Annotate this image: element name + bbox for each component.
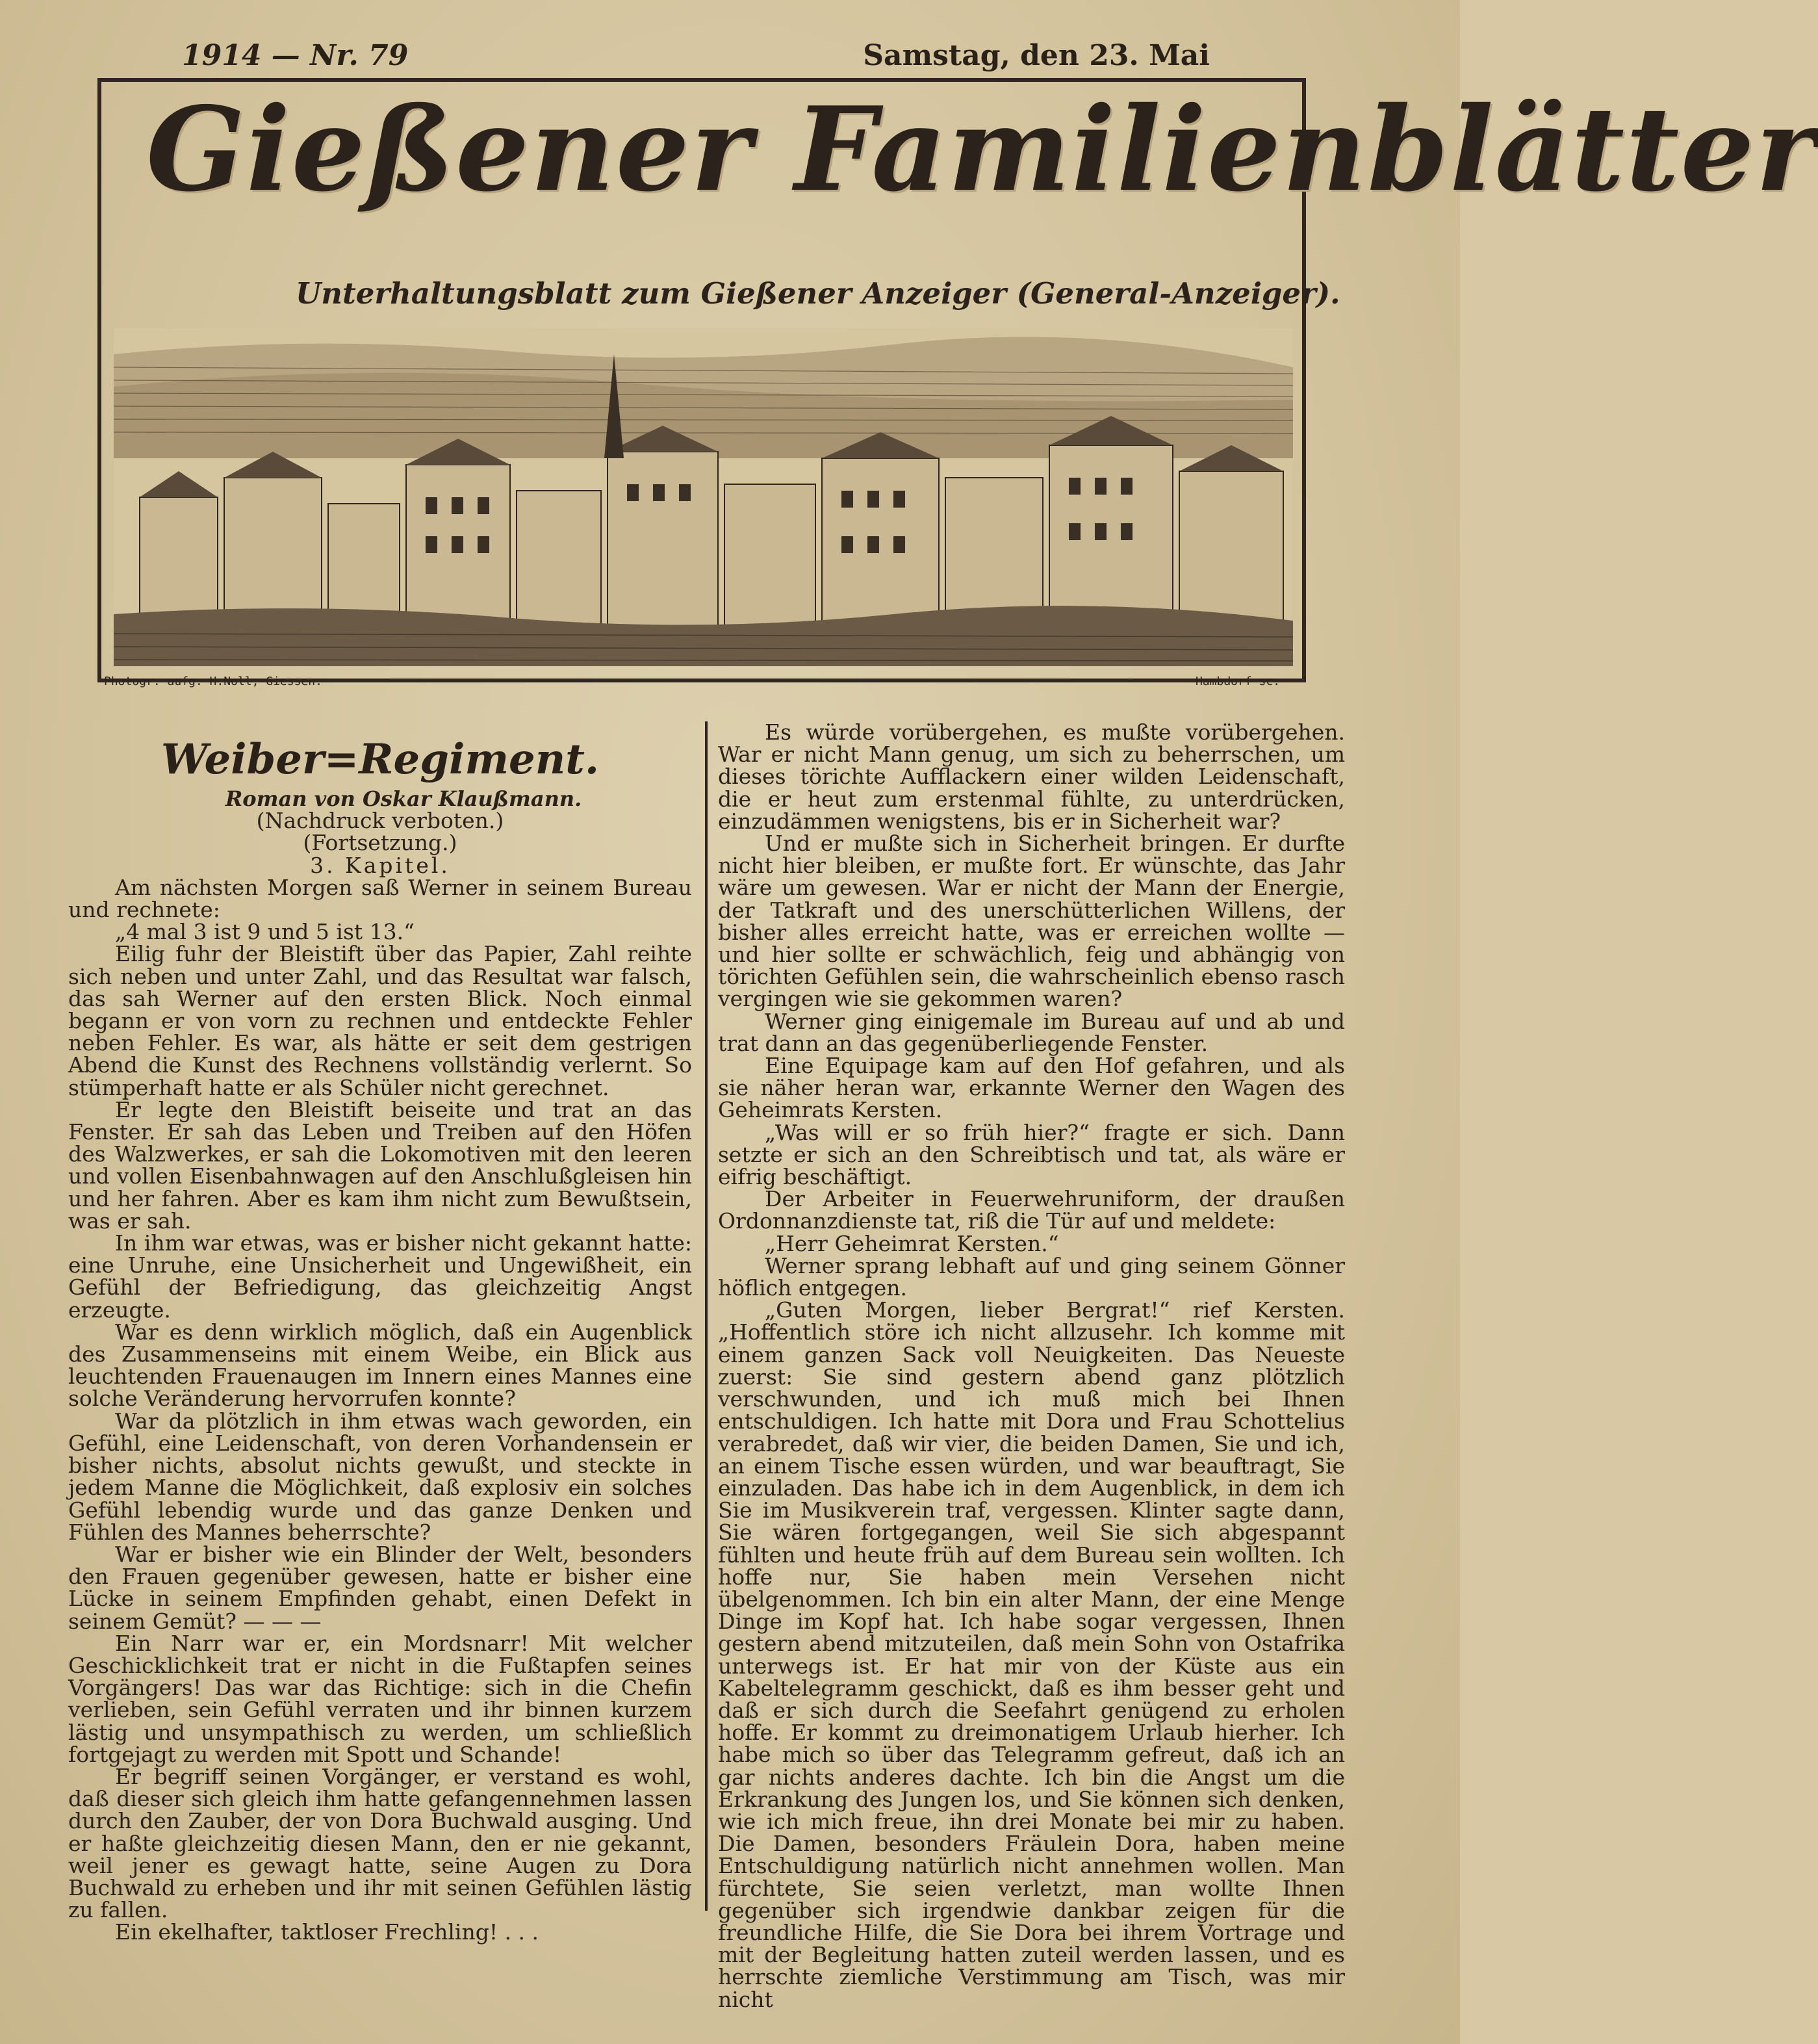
paragraph: „Guten Morgen, lieber Bergrat!“ rief Kersten. „Hoffentlich störe ich nicht allzusehr. Ich komme mit einem ganzen Sack voll Neuigkeiten. Das Neueste zuerst: Sie sind gestern abend ganz plötzlich verschwunden, und ich muß mich bei Ihnen entschuldigen. Ich hatte mit Dora und Frau Schottelius verabredet, daß wir vier, die beiden Damen, Sie und ich, an einem Tische essen würden, und war beauftragt, Sie einzuladen. Das habe ich in dem Augenblick, in dem ich Sie im Musikverein traf, vergessen. Klinter sagte dann, Sie wären fortgegangen, weil Sie sich abgespannt fühlten und heute früh auf dem Bureau sein wollten. Ich hoffe nur, Sie haben mein Versehen nicht übelgenommen. Ich bin ein alter Mann, der eine Menge Dinge im Kopf hat. Ich habe sogar vergessen, Ihnen gestern abend mitzuteilen, daß mein Sohn von Ostafrika unterwegs ist. Er hat mir von der Küste aus ein Kabeltelegramm geschickt, daß es ihm besser geht und daß er sich durch die Seefahrt genügend zu erholen hoffe. Er kommt zu dreimonatigem Urlaub hierher. Ich habe mich so über das Telegramm gefreut, daß ich an gar nichts anderes dachte. Ich bin die Angst um die Erkrankung des Jungen los, und Sie können sich denken, wie ich mich freue, ihn drei Monate bei mir zu haben. Die Damen, besonders Fräulein Dora, haben meine Entschuldigung natürlich nicht annehmen wollen. Man fürchtete, Sie seien verletzt, man wollte Ihnen gegenüber sich irgendwie dankbar zeigen für die freundliche Hilfe, die Sie Dora bei ihrem Vortrage und mit der Begleitung hatten zuteil werden lassen, und es herrschte ziemliche Verstimmung am Tisch, was mir nicht <box>718 1297 1345 2012</box>
paragraph: Er legte den Bleistift beiseite und trat an das Fenster. Er sah das Leben und Treiben auf den Höfen des Walzwerkes, er sah die Lokomotiven mit den leeren und vollen Eisenbahnwagen auf den Anschlußgleisen hin und her fahren. Aber es kam ihm nicht zum Bewußtsein, was er sah. <box>68 1096 692 1234</box>
paragraph: Ein Narr war er, ein Mordsnarr! Mit welcher Geschicklichkeit trat er nicht in die Fußtapfen seines Vorgängers! Das war das Richtige: sich in die Chefin verlieben, sein Gefühl verraten und ihr binnen kurzem lästig und unsympathisch zu werden, um schließlich fortgejagt zu werden mit Spott und Schande! <box>68 1630 692 1767</box>
paragraph: War da plötzlich in ihm etwas wach geworden, ein Gefühl, eine Leidenschaft, von deren Vorhandensein er bisher nichts, absolut nichts gewußt, und steckte in jedem Manne die Möglichkeit, daß explosiv ein solches Gefühl lebendig wurde und das ganze Denken und Fühlen des Mannes beherrschte? <box>68 1408 692 1545</box>
paragraph: Werner ging einigemale im Bureau auf und ab und trat dann an das gegenüberliegende Fenster. <box>718 1008 1345 1056</box>
article-left-column <box>68 721 692 1944</box>
paragraph: War es denn wirklich möglich, daß ein Augenblick des Zusammenseins mit einem Weibe, ein Blick aus leuchtenden Frauenaugen im Innern eines Mannes eine solche Veränderung hervorrufen konnte? <box>68 1319 692 1412</box>
paragraph: „Was will er so früh hier?“ fragte er sich. Dann setzte er sich an den Schreibtisch und tat, als wäre er eifrig beschäftigt. <box>718 1119 1345 1190</box>
paragraph: „Herr Geheimrat Kersten.“ <box>765 1230 1059 1256</box>
photo-credit: Photogr. aufg. H.Noll, Giessen. <box>104 675 322 688</box>
paragraph: „4 mal 3 ist 9 und 5 ist 13.“ <box>115 919 415 945</box>
paragraph: In ihm war etwas, was er bisher nicht gekannt hatte: eine Unruhe, eine Unsicherheit und Ungewißheit, ein Gefühl der Befriedigung, das gleichzeitig Angst erzeugte. <box>68 1230 692 1323</box>
reprint-notice: (Nachdruck verboten.) <box>256 808 504 834</box>
issue-number: 1914 — Nr. 79 <box>182 39 409 72</box>
paragraph: Ein ekelhafter, taktloser Frechling! . . . <box>115 1919 539 1945</box>
paragraph: Am nächsten Morgen saß Werner in seinem Bureau und rechnete: <box>68 874 692 923</box>
paragraph: Und er mußte sich in Sicherheit bringen. Er durfte nicht hier bleiben, er mußte fort. Er wünschte, das Jahr wäre um gewesen. War er nicht der Mann der Energie, der Tatkraft und des unerschütterlichen Willens, der bisher alles erreicht hatte, was er erreichen wollte — und hier sollte er schwächlich, feig und abhängig von törichten Gefühlen sein, die wahrscheinlich ebenso rasch vergingen wie sie gekommen waren? <box>718 831 1345 1012</box>
newspaper-subtitle: Unterhaltungsblatt zum Gießener Anzeiger (General-Anzeiger). <box>296 276 1340 311</box>
chapter-heading: 3. Kapitel. <box>310 852 450 878</box>
paragraph: Werner sprang lebhaft auf und ging seinem Gönner höflich entgegen. <box>718 1252 1345 1301</box>
paragraph: Der Arbeiter in Feuerwehruniform, der draußen Ordonnanzdienste tat, riß die Tür auf und meldete: <box>718 1186 1345 1234</box>
city-panorama-illustration <box>114 328 1293 666</box>
issue-date: Samstag, den 23. Mai <box>863 39 1210 72</box>
engraver-credit: Hambdorf sc. <box>1196 675 1281 688</box>
paragraph: Eilig fuhr der Bleistift über das Papier, Zahl reihte sich neben und unter Zahl, und das Resultat war falsch, das sah Werner auf den ersten Blick. Noch einmal begann er von vorn zu rechnen und entdeckte Fehler neben Fehler. Es war, als hätte er seit dem gestrigen Abend die Kunst des Rechnens vollständig verlernt. So stümperhaft hatte er als Schüler nicht gerechnet. <box>68 941 692 1100</box>
article-right-column <box>718 721 1345 2011</box>
paragraph: Es würde vorübergehen, es mußte vorübergehen. War er nicht Mann genug, um sich zu beherrschen, um dieses törichte Aufflackern einer wilden Leidenschaft, die er heut zum erstenmal fühlte, zu unterdrücken, einzudämmen wenigstens, bis er in Sicherheit war? <box>718 719 1345 834</box>
article-headline: Weiber=Regiment. <box>160 735 600 784</box>
column-divider <box>705 721 708 1911</box>
paragraph: War er bisher wie ein Blinder der Welt, besonders den Frauen gegenüber gewesen, hatte er bisher eine Lücke in seinem Empfinden gehabt, einen Defekt in seinem Gemüt? — — — <box>68 1541 692 1634</box>
newspaper-title: Gießener Familienblätter <box>146 81 1818 217</box>
paragraph: Er begriff seinen Vorgänger, er verstand es wohl, daß dieser sich gleich ihm hatte gefangennehmen lassen durch den Zauber, der von Dora Buchwald ausging. Und er haßte gleichzeitig diesen Mann, den er nie gekannt, weil jener es gewagt hatte, seine Augen zu Dora Buchwald zu erheben und ihr mit seinen Gefühlen lästig zu fallen. <box>68 1763 692 1923</box>
continuation-note: (Fortsetzung.) <box>303 830 457 856</box>
paragraph: Eine Equipage kam auf den Hof gefahren, und als sie näher heran war, erkannte Werner den Wagen des Geheimrats Kersten. <box>718 1053 1345 1123</box>
article-byline: Roman von Oskar Klaußmann. <box>225 786 582 811</box>
